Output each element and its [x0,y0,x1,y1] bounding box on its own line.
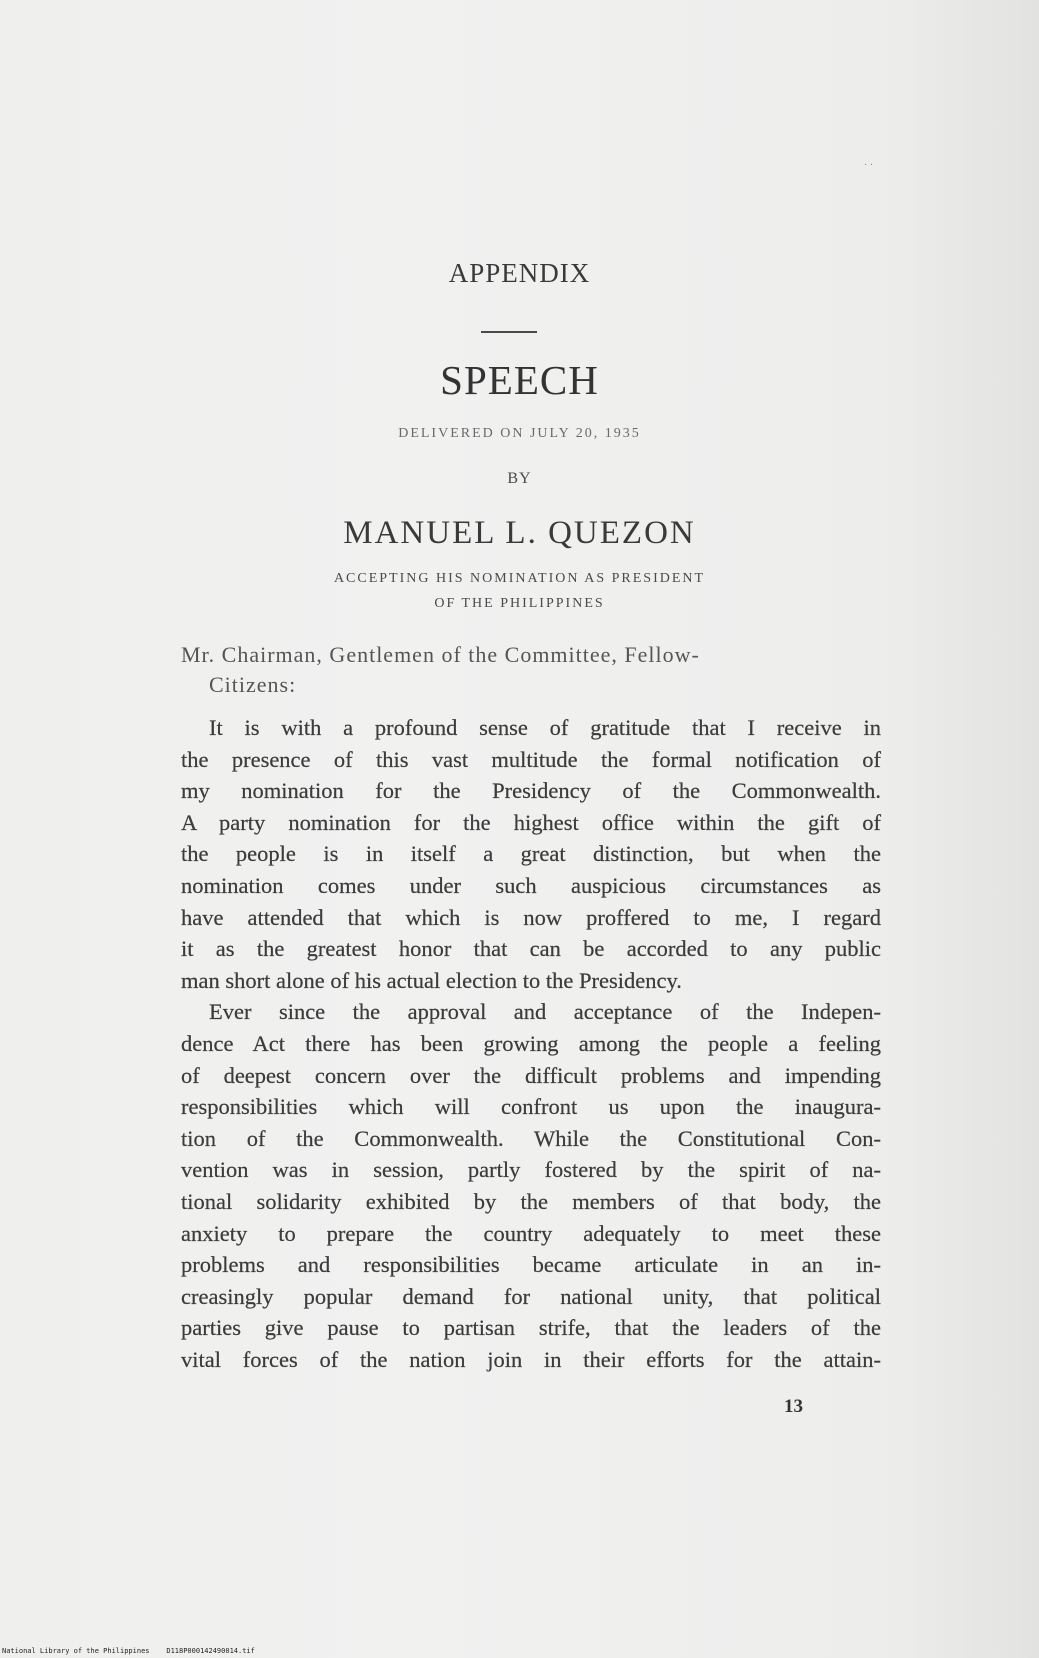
paragraph-1-line: A party nomination for the highest office within the gift of [181,809,881,835]
author-name: MANUEL L. QUEZON [343,515,696,551]
appendix-heading: APPENDIX [448,258,591,288]
paragraph-2-line: tion of the Commonwealth. While the Constitutional Con- [181,1125,881,1151]
page-number: 13 [784,1396,803,1417]
speech-body [181,712,881,1375]
delivered-date-line: DELIVERED ON JULY 20, 1935 [398,426,641,441]
by-line: BY [507,470,532,487]
subtitle-line-2: OF THE PHILIPPINES [434,596,605,611]
paragraph-2-line: responsibilities which will confront us upon the inaugura- [181,1094,881,1120]
paragraph-1-line: my nomination for the Presidency of the Commonwealth. [181,778,881,804]
paragraph-1-line: man short alone of his actual election to the Presidency. [181,967,682,993]
paragraph-2-line: Ever since the approval and acceptance of the Indepen- [209,999,881,1025]
paragraph-2-line: vention was in session, partly fostered by the spirit of na- [181,1157,881,1183]
paragraph-2-line: of deepest concern over the difficult problems and impending [181,1062,881,1088]
salutation [181,640,881,700]
paragraph-2-line: problems and responsibilities became articulate in an in- [181,1252,881,1278]
salutation-line: Mr. Chairman, Gentlemen of the Committee, Fellow- [181,642,700,667]
paragraph-1-line: the people is in itself a great distinction, but when the [181,841,881,867]
title-divider [481,331,537,333]
paragraph-1-line: It is with a profound sense of gratitude that I receive in [209,715,881,740]
paragraph-1-line: nomination comes under such auspicious circumstances as [181,872,881,898]
paragraph-2-line: tional solidarity exhibited by the members of that body, the [181,1188,881,1214]
scan-speck-decoration: · · [864,160,874,171]
paragraph-2-line: vital forces of the nation join in their efforts for the attain- [181,1346,881,1372]
paragraph-1-line: have attended that which is now proffered to me, I regard [181,904,881,930]
paragraph-2-line: creasingly popular demand for national unity, that political [181,1283,881,1309]
paragraph-2-line: dence Act there has been growing among the people a feeling [181,1030,881,1056]
salutation-line: Citizens: [209,672,297,697]
speech-title: SPEECH [440,357,599,403]
scan-footer-caption: National Library of the Philippines D118P000142490014.tif [2,1647,255,1655]
paragraph-1-line: it as the greatest honor that can be accorded to any public [181,936,881,962]
paragraph-2-line: anxiety to prepare the country adequately to meet these [181,1220,881,1246]
paragraph-1-line: the presence of this vast multitude the formal notification of [181,746,881,772]
paragraph-2-line: parties give pause to partisan strife, that the leaders of the [181,1315,881,1341]
subtitle-line-1: ACCEPTING HIS NOMINATION AS PRESIDENT [333,571,706,586]
